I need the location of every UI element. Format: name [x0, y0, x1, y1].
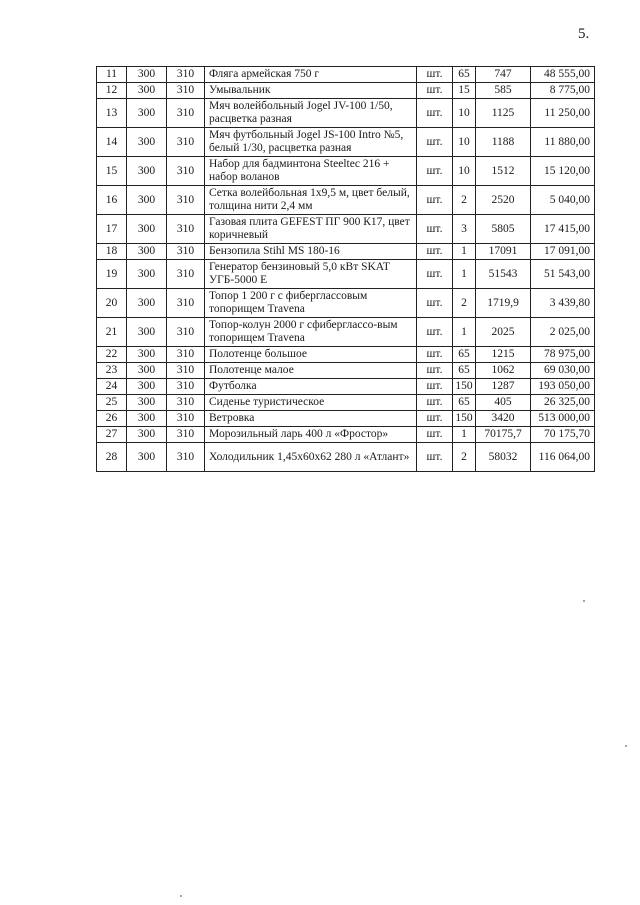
cell-quantity: 1 [453, 318, 476, 347]
cell-code-1: 300 [127, 363, 167, 379]
table-row [97, 363, 595, 379]
table-row [97, 67, 595, 83]
cell-number: 23 [97, 363, 127, 379]
cell-quantity: 150 [453, 411, 476, 427]
cell-total: 5 040,00 [531, 186, 595, 215]
cell-price: 70175,7 [476, 427, 531, 443]
cell-code-2: 310 [167, 260, 205, 289]
cell-price: 3420 [476, 411, 531, 427]
items-table [96, 66, 595, 472]
cell-quantity: 65 [453, 347, 476, 363]
cell-quantity: 1 [453, 260, 476, 289]
cell-code-1: 300 [127, 244, 167, 260]
cell-total: 78 975,00 [531, 347, 595, 363]
cell-total: 11 250,00 [531, 99, 595, 128]
cell-name: Мяч футбольный Jogel JS-100 Intro №5, белый 1/30, расцветка разная [205, 128, 417, 157]
scan-speck [625, 745, 627, 747]
cell-code-1: 300 [127, 186, 167, 215]
cell-price: 1125 [476, 99, 531, 128]
cell-code-2: 310 [167, 427, 205, 443]
cell-number: 13 [97, 99, 127, 128]
cell-unit: шт. [417, 347, 453, 363]
cell-name: Топор 1 200 г с фибергласcовым топорищем Travena [205, 289, 417, 318]
cell-price: 1215 [476, 347, 531, 363]
cell-code-2: 310 [167, 318, 205, 347]
cell-quantity: 10 [453, 157, 476, 186]
cell-total: 3 439,80 [531, 289, 595, 318]
cell-total: 15 120,00 [531, 157, 595, 186]
cell-number: 24 [97, 379, 127, 395]
cell-code-2: 310 [167, 157, 205, 186]
cell-code-1: 300 [127, 67, 167, 83]
scan-speck [583, 600, 585, 602]
cell-total: 17 091,00 [531, 244, 595, 260]
cell-price: 1188 [476, 128, 531, 157]
table-row [97, 99, 595, 128]
table-row [97, 260, 595, 289]
cell-total: 51 543,00 [531, 260, 595, 289]
cell-unit: шт. [417, 186, 453, 215]
cell-code-2: 310 [167, 99, 205, 128]
cell-name: Сиденье туристическое [205, 395, 417, 411]
cell-code-1: 300 [127, 99, 167, 128]
table-row [97, 83, 595, 99]
cell-quantity: 10 [453, 99, 476, 128]
cell-code-2: 310 [167, 83, 205, 99]
cell-unit: шт. [417, 67, 453, 83]
cell-code-1: 300 [127, 83, 167, 99]
table-row [97, 443, 595, 472]
cell-quantity: 1 [453, 427, 476, 443]
table-row [97, 289, 595, 318]
cell-price: 585 [476, 83, 531, 99]
cell-quantity: 2 [453, 443, 476, 472]
cell-code-2: 310 [167, 363, 205, 379]
cell-unit: шт. [417, 157, 453, 186]
cell-quantity: 65 [453, 395, 476, 411]
cell-name: Мяч волейбольный Jogel JV-100 1/50, расцветка разная [205, 99, 417, 128]
cell-unit: шт. [417, 379, 453, 395]
cell-quantity: 1 [453, 244, 476, 260]
cell-number: 26 [97, 411, 127, 427]
cell-unit: шт. [417, 411, 453, 427]
cell-unit: шт. [417, 289, 453, 318]
cell-code-2: 310 [167, 411, 205, 427]
cell-unit: шт. [417, 363, 453, 379]
cell-name: Топор-колун 2000 г сфибергласcо-вым топорищем Travena [205, 318, 417, 347]
cell-price: 58032 [476, 443, 531, 472]
cell-price: 2025 [476, 318, 531, 347]
cell-unit: шт. [417, 215, 453, 244]
cell-quantity: 65 [453, 67, 476, 83]
cell-code-1: 300 [127, 427, 167, 443]
cell-total: 48 555,00 [531, 67, 595, 83]
cell-number: 11 [97, 67, 127, 83]
cell-code-1: 300 [127, 260, 167, 289]
cell-unit: шт. [417, 128, 453, 157]
cell-quantity: 65 [453, 363, 476, 379]
cell-number: 17 [97, 215, 127, 244]
table-row [97, 395, 595, 411]
cell-number: 27 [97, 427, 127, 443]
cell-code-1: 300 [127, 128, 167, 157]
table-row [97, 128, 595, 157]
cell-code-2: 310 [167, 347, 205, 363]
table-row [97, 427, 595, 443]
cell-quantity: 3 [453, 215, 476, 244]
cell-name: Футболка [205, 379, 417, 395]
cell-unit: шт. [417, 244, 453, 260]
cell-price: 17091 [476, 244, 531, 260]
cell-name: Ветровка [205, 411, 417, 427]
cell-number: 12 [97, 83, 127, 99]
cell-total: 193 050,00 [531, 379, 595, 395]
cell-quantity: 15 [453, 83, 476, 99]
cell-price: 1719,9 [476, 289, 531, 318]
cell-name: Холодильник 1,45х60х62 280 л «Атлант» [205, 443, 417, 472]
cell-price: 51543 [476, 260, 531, 289]
cell-total: 2 025,00 [531, 318, 595, 347]
cell-total: 26 325,00 [531, 395, 595, 411]
scan-speck [180, 895, 182, 897]
table-row [97, 318, 595, 347]
cell-code-2: 310 [167, 67, 205, 83]
cell-price: 1062 [476, 363, 531, 379]
cell-price: 1287 [476, 379, 531, 395]
cell-code-2: 310 [167, 289, 205, 318]
table-row [97, 215, 595, 244]
cell-unit: шт. [417, 83, 453, 99]
cell-name: Бензопила Stihl MS 180-16 [205, 244, 417, 260]
cell-quantity: 2 [453, 186, 476, 215]
cell-name: Газовая плита GEFEST ПГ 900 К17, цвет коричневый [205, 215, 417, 244]
cell-code-1: 300 [127, 289, 167, 318]
cell-code-2: 310 [167, 186, 205, 215]
table-row [97, 379, 595, 395]
table-row [97, 347, 595, 363]
cell-name: Умывальник [205, 83, 417, 99]
cell-number: 25 [97, 395, 127, 411]
cell-name: Набор для бадминтона Steeltec 216 + набор воланов [205, 157, 417, 186]
cell-name: Сетка волейбольная 1х9,5 м, цвет белый, толщина нити 2,4 мм [205, 186, 417, 215]
cell-name: Полотенце малое [205, 363, 417, 379]
table-row [97, 157, 595, 186]
cell-number: 28 [97, 443, 127, 472]
cell-total: 116 064,00 [531, 443, 595, 472]
cell-price: 1512 [476, 157, 531, 186]
cell-code-1: 300 [127, 379, 167, 395]
cell-total: 513 000,00 [531, 411, 595, 427]
cell-code-1: 300 [127, 443, 167, 472]
cell-number: 19 [97, 260, 127, 289]
cell-number: 14 [97, 128, 127, 157]
cell-code-1: 300 [127, 215, 167, 244]
cell-price: 2520 [476, 186, 531, 215]
cell-total: 11 880,00 [531, 128, 595, 157]
cell-unit: шт. [417, 99, 453, 128]
cell-price: 747 [476, 67, 531, 83]
cell-quantity: 2 [453, 289, 476, 318]
cell-code-1: 300 [127, 395, 167, 411]
cell-code-1: 300 [127, 157, 167, 186]
cell-total: 17 415,00 [531, 215, 595, 244]
cell-unit: шт. [417, 443, 453, 472]
cell-name: Полотенце большое [205, 347, 417, 363]
table-row [97, 244, 595, 260]
cell-unit: шт. [417, 395, 453, 411]
cell-name: Фляга армейская 750 г [205, 67, 417, 83]
cell-code-2: 310 [167, 379, 205, 395]
table-row [97, 186, 595, 215]
cell-name: Генератор бензиновый 5,0 кВт SKAT УГБ-5000 Е [205, 260, 417, 289]
cell-price: 405 [476, 395, 531, 411]
table-row [97, 411, 595, 427]
cell-price: 5805 [476, 215, 531, 244]
cell-number: 18 [97, 244, 127, 260]
cell-number: 16 [97, 186, 127, 215]
cell-unit: шт. [417, 260, 453, 289]
cell-code-2: 310 [167, 128, 205, 157]
cell-code-2: 310 [167, 215, 205, 244]
cell-number: 21 [97, 318, 127, 347]
cell-number: 15 [97, 157, 127, 186]
cell-quantity: 150 [453, 379, 476, 395]
page-number: 5. [578, 26, 590, 42]
cell-name: Морозильный ларь 400 л «Фростор» [205, 427, 417, 443]
cell-code-1: 300 [127, 411, 167, 427]
cell-code-1: 300 [127, 318, 167, 347]
cell-code-1: 300 [127, 347, 167, 363]
cell-code-2: 310 [167, 443, 205, 472]
cell-unit: шт. [417, 427, 453, 443]
cell-code-2: 310 [167, 395, 205, 411]
cell-total: 8 775,00 [531, 83, 595, 99]
cell-quantity: 10 [453, 128, 476, 157]
cell-total: 69 030,00 [531, 363, 595, 379]
cell-total: 70 175,70 [531, 427, 595, 443]
cell-code-2: 310 [167, 244, 205, 260]
items-table-body [97, 67, 595, 472]
cell-number: 22 [97, 347, 127, 363]
cell-number: 20 [97, 289, 127, 318]
cell-unit: шт. [417, 318, 453, 347]
